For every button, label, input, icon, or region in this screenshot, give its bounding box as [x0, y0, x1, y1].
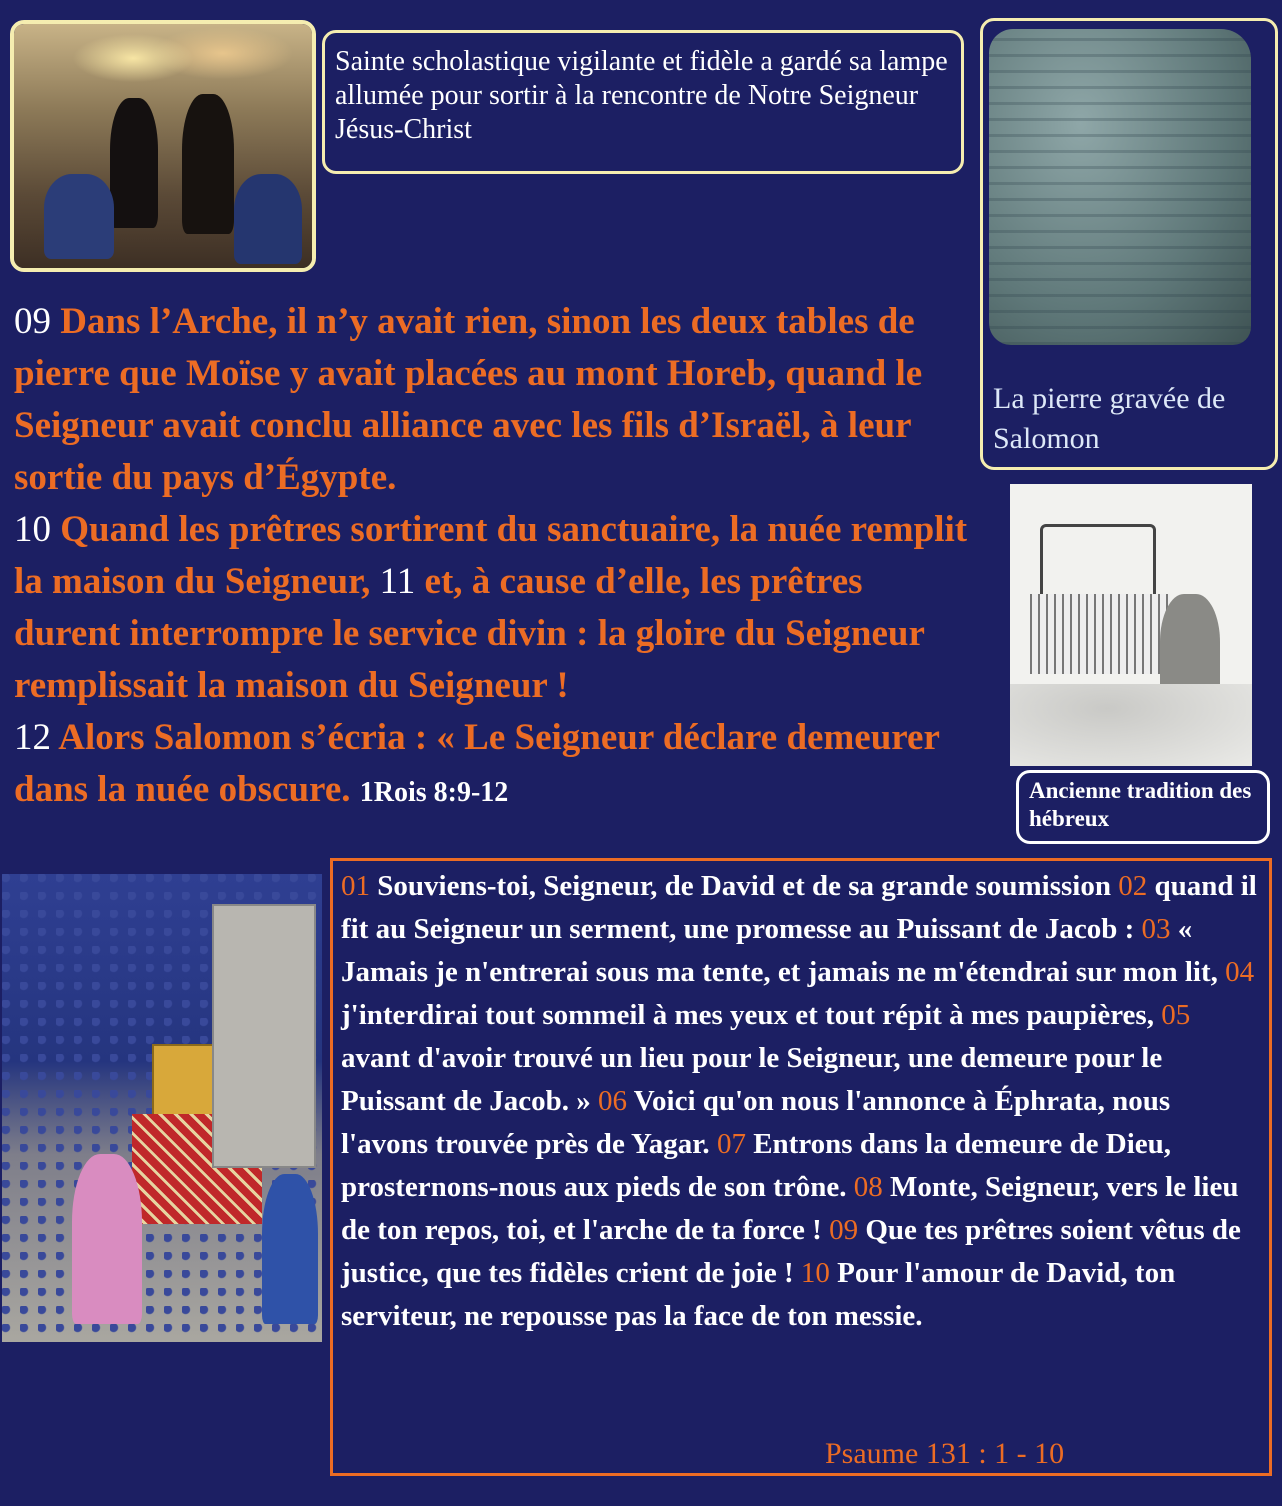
kings-passage: [14, 296, 974, 819]
scholastique-caption: Sainte scholastique vigilante et fidèle a gardé sa lampe allumée pour sortir à la rencontre de Notre Seigneur Jésus-Christ: [335, 46, 948, 145]
verse-number: 03: [1141, 913, 1171, 945]
stone-tablet-box: [980, 18, 1278, 470]
verse-text: Pour l'amour de David, ton serviteur, ne repousse pas la face de ton messie.: [341, 1257, 1176, 1332]
psalm-box: [330, 858, 1272, 1476]
verse-number: 05: [1161, 999, 1191, 1031]
tradition-caption-box: [1016, 770, 1270, 844]
verse-number: 10: [800, 1257, 830, 1289]
verse-text: Monte, Seigneur, vers le lieu de ton repos, toi, et l'arche de ta force !: [341, 1171, 1239, 1246]
stone-tablet-caption: La pierre gravée de Salomon: [993, 382, 1226, 455]
verse-text: Voici qu'on nous l'annonce à Éphrata, nous l'avons trouvée près de Yagar.: [341, 1085, 1171, 1160]
verse-number: 11: [379, 561, 416, 602]
ark-engraving-image: [1010, 484, 1252, 766]
verse-text: j'interdirai tout sommeil à mes yeux et tout répit à mes paupières,: [341, 999, 1154, 1031]
verse-number: 12: [14, 717, 51, 758]
verse-text: quand il fit au Seigneur un serment, une promesse au Puissant de Jacob :: [341, 870, 1257, 945]
verse-text: et, à cause d’elle, les prêtres durent interrompre le service divin : la gloire du Seigneur remplissait la maison du Seigneur !: [14, 561, 925, 706]
verse-text: Alors Salomon s’écria : « Le Seigneur déclare demeurer dans la nuée obscure.: [14, 717, 940, 810]
verse-text: « Jamais je n'entrerai sous ma tente, et jamais ne m'étendrai sur mon lit,: [341, 913, 1218, 988]
verse-text: Quand les prêtres sortirent du sanctuaire, la nuée remplit la maison du Seigneur,: [14, 509, 968, 602]
verse-number: 06: [598, 1085, 628, 1117]
verse-number: 07: [716, 1128, 746, 1160]
verse-text: Entrons dans la demeure de Dieu, prosternons-nous aux pieds de son trône.: [341, 1128, 1172, 1203]
saint-scholastique-painting: [10, 20, 316, 272]
stone-tablet-image: [989, 29, 1251, 345]
scholastique-caption-box: [322, 30, 964, 174]
verse-text: Souviens-toi, Seigneur, de David et de sa grande soumission: [377, 870, 1111, 902]
psalm-text: [333, 861, 1269, 1338]
verse-number: 09: [829, 1214, 859, 1246]
kings-reference: 1Rois 8:9-12: [359, 777, 509, 808]
verse-number: 08: [853, 1171, 883, 1203]
verse-text: Que tes prêtres soient vêtus de justice, que tes fidèles crient de joie !: [341, 1214, 1241, 1289]
verse-text: Dans l’Arche, il n’y avait rien, sinon les deux tables de pierre que Moïse y avait placées au mont Horeb, quand le Seigneur avait conclu alliance avec les fils d’Israël, à leur sortie du pays d’Égypte.: [14, 301, 923, 498]
verse-number: 09: [14, 301, 51, 342]
verse-number: 04: [1225, 956, 1255, 988]
verse-number: 10: [14, 509, 51, 550]
psalm-reference: Psaume 131 : 1 - 10: [825, 1437, 1065, 1470]
verse-text: avant d'avoir trouvé un lieu pour le Seigneur, une demeure pour le Puissant de Jacob. »: [341, 1042, 1163, 1117]
tradition-caption: Ancienne tradition des hébreux: [1029, 778, 1252, 831]
verse-number: 01: [341, 870, 370, 902]
verse-number: 02: [1118, 870, 1148, 902]
ark-procession-illumination: [2, 874, 322, 1342]
